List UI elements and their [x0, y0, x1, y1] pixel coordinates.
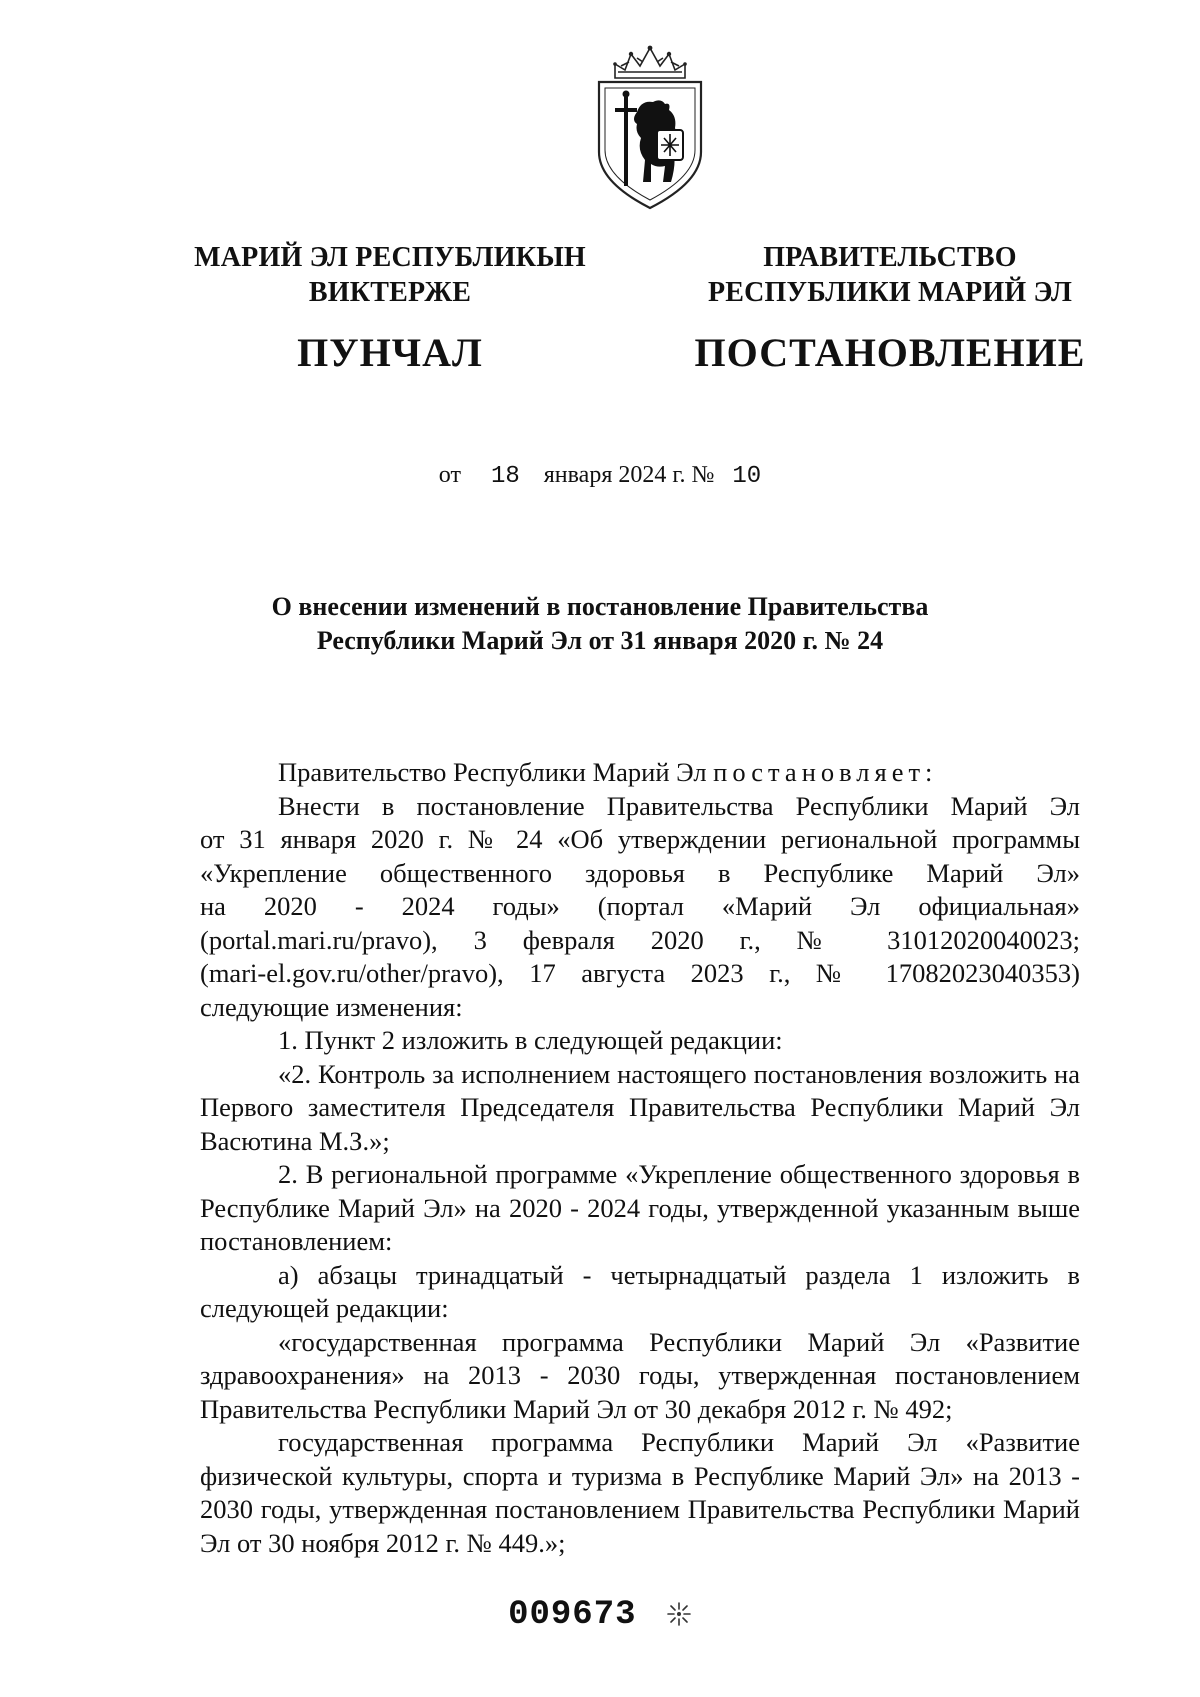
date-line [0, 462, 1200, 490]
title-line2: Республики Марий Эл от 31 января 2020 г. № 24 [316, 625, 884, 655]
header-right [675, 240, 1105, 378]
date-month-year: января 2024 г. № [543, 462, 715, 488]
body-paragraph-3: 1. Пункт 2 изложить в следующей редакции: [278, 1025, 783, 1055]
body-paragraph-6: а) абзацы тринадцатый - четырнадцатый раздела 1 изложить в следующей редакции: [200, 1259, 1080, 1323]
serial-number-text: 009673 [508, 1596, 637, 1634]
body-paragraph-2-line6: (mari-el.gov.ru/other/pravo), 17 августа 2023 г., № 17082023040353) [200, 958, 1080, 988]
p1-lead: Правительство Республики Марий Эл [278, 757, 707, 787]
date-prefix: от [438, 462, 461, 488]
title-line1: О внесении изменений в постановление Правительства [271, 592, 929, 621]
body-paragraph-2-line2: от 31 января 2020 г. № 24 «Об утверждении региональной программы [200, 824, 1080, 854]
body-paragraph-5: 2. В региональной программе «Укрепление общественного здоровья в Республике Марий Эл» на 2020 - 2024 годы, утвержденной указанным выше постановлением: [200, 1159, 1080, 1256]
body-paragraph-4: «2. Контроль за исполнением настоящего постановления возложить на Первого заместителя Председателя Правительства Республики Марий Эл Васютина М.З.»; [200, 1058, 1080, 1156]
date-day: 18 [490, 463, 520, 490]
body-paragraph-2-line5: (portal.mari.ru/pravo), 3 февраля 2020 г., № 31012020040023; [200, 924, 1080, 955]
header-left-line2: ВИКТЕРЖЕ [308, 277, 472, 308]
body-paragraph-8: государственная программа Республики Марий Эл «Развитие физической культуры, спорта и туризма в Республике Марий Эл» на 2013 - 2030 годы, утвержденная постановлением Правительства Республики Марий Эл от 30 ноября 2012 г. № 449.»; [200, 1427, 1080, 1558]
header-right-doc-type: ПОСТАНОВЛЕНИЕ [694, 330, 1086, 375]
body-paragraph-1 [200, 756, 1080, 790]
coat-of-arms-emblem [585, 42, 715, 212]
body-paragraph-2-line1: Внести в постановление Правительства Республики Марий Эл [278, 790, 1080, 821]
header-left-line1: МАРИЙ ЭЛ РЕСПУБЛИКЫН [194, 242, 586, 273]
body-paragraph-2-line3: «Укрепление общественного здоровья в Республике Марий Эл» [200, 857, 1080, 888]
serial-number [500, 1596, 700, 1634]
header-left [175, 240, 605, 378]
document-body [200, 756, 1080, 1560]
header-left-doc-type: ПУНЧАЛ [297, 330, 483, 375]
document-title [200, 590, 1000, 658]
body-paragraph-2-line4: на 2020 - 2024 годы» (портал «Марий Эл официальная» [200, 891, 1080, 921]
document-number: 10 [732, 463, 762, 490]
body-paragraph-7: «государственная программа Республики Марий Эл «Развитие здравоохранения» на 2013 - 2030 годы, утвержденная постановлением Правительства Республики Марий Эл от 30 декабря 2012 г. № 492; [200, 1326, 1080, 1424]
header-right-line1: ПРАВИТЕЛЬСТВО [763, 242, 1017, 273]
body-paragraph-2-line7: следующие изменения: [200, 991, 463, 1022]
header-right-line2: РЕСПУБЛИКИ МАРИЙ ЭЛ [707, 277, 1073, 308]
p1-spaced: постановляет: [713, 757, 938, 787]
asterisk-icon [666, 1601, 692, 1627]
